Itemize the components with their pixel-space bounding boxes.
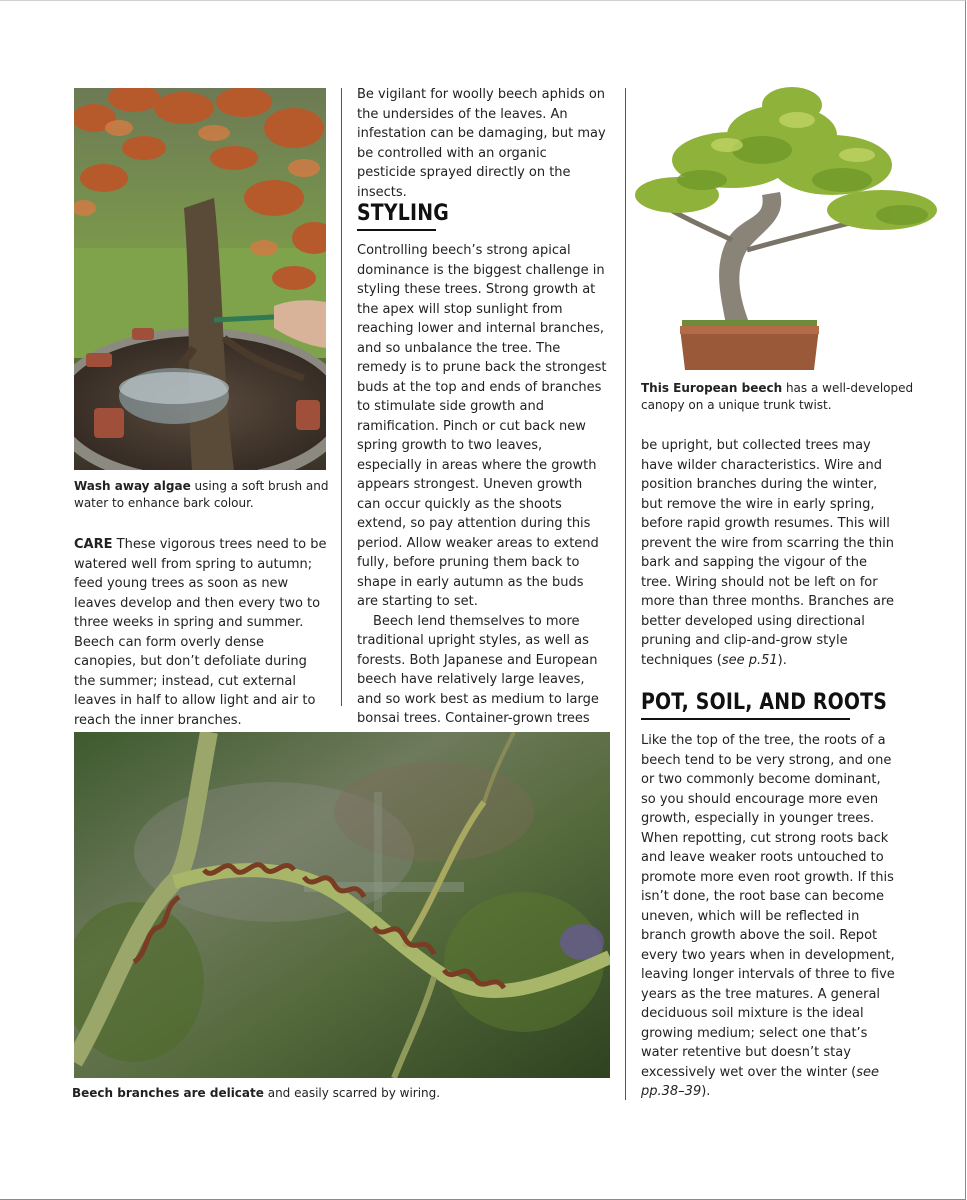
column-rule-2 bbox=[625, 88, 626, 1100]
pot-text: Like the top of the tree, the roots of a beech tend to be very strong, and one or two commonly become dominant, so you should encourage more even growth, especially in younger trees. When repotting, cut strong roots back and leave weaker roots untouched to promote more even root growth. If this isn’t done, the root base can become uneven, which will be reflected in branch growth above the soil. Repot every two years when in development, leaving longer intervals of three to five years as the tree matures. A general deciduous soil mixture is the ideal growing medium; select one that’s water retentive but doesn’t stay excessively wet over the winter ( bbox=[641, 733, 895, 1080]
aphids-paragraph: Be vigilant for woolly beech aphids on the undersides of the leaves. An infestation can be damaging, but may be controlled with an organic pesticide sprayed directly on the insects. bbox=[357, 87, 606, 200]
european-beech-art bbox=[632, 80, 942, 375]
pot-soil-roots-paragraph bbox=[641, 731, 895, 1102]
styling-heading-underline bbox=[357, 229, 436, 231]
column-2 bbox=[357, 85, 607, 202]
styling-body bbox=[357, 241, 607, 748]
wiring-end: ). bbox=[777, 652, 787, 668]
wiring-page-ref: see p.51 bbox=[721, 652, 778, 668]
styling-paragraph-1: Controlling beech’s strong apical dominance is the biggest challenge in styling these trees. Strong growth at the apex will stop sunlight from reaching lower and internal branches, and so unbalance the tree. The remedy is to prune back the strongest buds at the top and ends of branches to stimulate side growth and ramification. Pinch or cut back new spring growth to two leaves, especially in areas where the growth appears strongest. Uneven growth can occur quickly as the shoots extend, so pay attention during this period. Allow weaker areas to extend fully, before pruning them back to shape in early autumn as the buds are starting to set. bbox=[357, 243, 607, 609]
pot-soil-roots-heading: POT, SOIL, AND ROOTS bbox=[641, 690, 888, 715]
pot-page-ref: see pp.38–39 bbox=[641, 1064, 880, 1099]
european-beech-caption-rest: has a well-developed canopy on a unique trunk twist. bbox=[641, 381, 914, 412]
care-paragraph bbox=[74, 535, 330, 730]
pot-soil-roots-body bbox=[641, 731, 895, 1102]
wiring-paragraph bbox=[641, 436, 897, 670]
european-beech-photo bbox=[632, 80, 942, 375]
care-section bbox=[74, 535, 330, 730]
styling-heading: STYLING bbox=[357, 201, 449, 226]
branches-photo bbox=[74, 732, 610, 1078]
wiring-text: be upright, but collected trees may have wilder characteristics. Wire and position branches during the winter, but remove the wire in early spring, before rapid growth resumes. This will prevent the wire from scarring the thin bark and sapping the vigour of the tree. Wiring should not be left on for more than three months. Branches are better developed using directional pruning and clip-and-grow style techniques ( bbox=[641, 438, 895, 668]
algae-photo bbox=[74, 88, 326, 470]
european-beech-caption-bold: This European beech bbox=[641, 381, 783, 395]
column-3-continuation bbox=[641, 436, 897, 670]
pot-heading-underline bbox=[641, 718, 850, 720]
care-run-in: CARE bbox=[74, 537, 113, 552]
branches-caption bbox=[72, 1085, 612, 1102]
algae-caption bbox=[74, 478, 334, 511]
pot-end: ). bbox=[701, 1084, 711, 1099]
branches-photo-art bbox=[74, 732, 610, 1078]
care-text: These vigorous trees need to be watered well from spring to autumn; feed young trees as soon as new leaves develop and then every two to three weeks in spring and summer. Beech can form overly dense canopies, but don’t defoliate during the summer; instead, cut external leaves in half to allow light and air to reach the inner branches. bbox=[74, 537, 327, 728]
branches-caption-rest: and easily scarred by wiring. bbox=[263, 1086, 441, 1100]
column-rule-1 bbox=[341, 88, 342, 706]
european-beech-caption bbox=[641, 380, 931, 413]
algae-caption-rest: using a soft brush and water to enhance bark colour. bbox=[74, 479, 329, 510]
branches-caption-bold: Beech branches are delicate bbox=[72, 1086, 264, 1100]
algae-photo-art bbox=[74, 88, 326, 470]
algae-caption-bold: Wash away algae bbox=[74, 479, 191, 493]
styling-paragraph-2: Beech lend themselves to more traditional upright styles, as well as forests. Both Japanese and European beech have relatively large leaves, and so work best as medium to large bonsai trees. Container-grown trees bbox=[357, 613, 599, 726]
